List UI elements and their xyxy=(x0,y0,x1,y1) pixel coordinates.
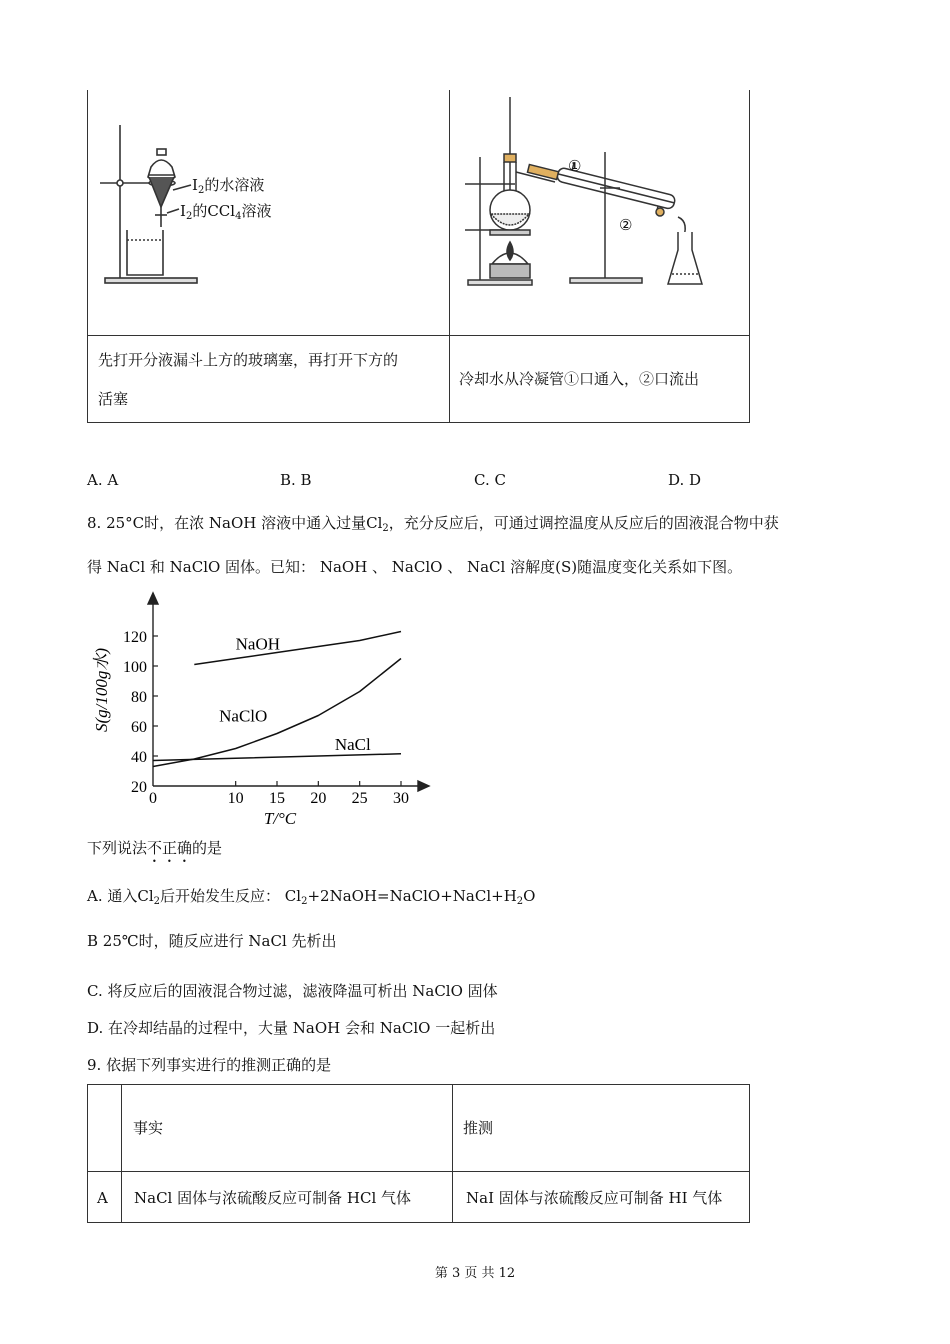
q7-option-c: C. C xyxy=(474,471,506,489)
series-line-naoh xyxy=(194,632,401,665)
y-tick-label: 60 xyxy=(131,719,147,736)
x-tick-label: 15 xyxy=(269,790,285,807)
q7-option-b: B. B xyxy=(280,471,312,489)
x-axis-label: T/°C xyxy=(263,809,297,828)
y-tick-label: 20 xyxy=(131,779,147,796)
page-footer: 第 3 页 共 12 xyxy=(434,1266,516,1281)
x-tick-label: 0 xyxy=(149,790,157,807)
x-tick-label: 25 xyxy=(351,790,368,807)
q7-option-d: D. D xyxy=(668,471,702,489)
q8-stem-line2: 得 NaCl 和 NaClO 固体。已知： NaOH 、 NaClO 、 NaCl 溶解度(S)随温度变化关系如下图。 xyxy=(87,558,743,576)
q7-left-desc-line2: 活塞 xyxy=(98,390,129,408)
q9-stem: 9. 依据下列事实进行的推测正确的是 xyxy=(87,1056,332,1074)
label-i2-ccl4: $I_2$的CCl$_4$溶液 xyxy=(180,202,272,222)
label-i2-aqueous: $I_2$的水溶液 xyxy=(192,176,265,196)
x-tick-label: 10 xyxy=(227,790,244,807)
q9-row-label: A xyxy=(97,1189,108,1207)
q8-option-c: C. 将反应后的固液混合物过滤，滤液降温可析出 NaClO 固体 xyxy=(87,982,498,1000)
y-tick-label: 40 xyxy=(131,749,147,766)
q8-question: 下列说法不正确的是 xyxy=(87,839,223,857)
y-tick-label: 120 xyxy=(123,629,147,646)
x-tick-label: 30 xyxy=(393,790,409,807)
q8-option-d: D. 在冷却结晶的过程中，大量 NaOH 会和 NaClO 一起析出 xyxy=(87,1019,496,1037)
q9-row-guess: NaI 固体与浓硫酸反应可制备 HI 气体 xyxy=(466,1189,723,1207)
y-tick-label: 80 xyxy=(131,689,147,706)
q7-option-a: A. A xyxy=(87,471,119,489)
q9-row-fact: NaCl 固体与浓硫酸反应可制备 HCl 气体 xyxy=(134,1189,412,1207)
series-line-nacl xyxy=(153,754,401,761)
series-label-naoh: NaOH xyxy=(235,634,281,654)
x-tick-label: 20 xyxy=(310,790,327,807)
label-inlet-1: ① xyxy=(568,157,582,175)
y-axis-label: S(g/100g水) xyxy=(92,647,111,733)
q8-option-b: B 25℃时，随反应进行 NaCl 先析出 xyxy=(87,932,337,950)
q7-left-desc-line1: 先打开分液漏斗上方的玻璃塞，再打开下方的 xyxy=(98,351,399,369)
q8-stem-line1: 8. 25°C时，在浓 NaOH 溶液中通入过量$Cl_2$，充分反应后，可通过调控温度从反应后的固液混合物中获 xyxy=(87,514,779,534)
distillation-diagram xyxy=(460,92,745,297)
series-label-nacl: NaCl xyxy=(334,735,371,754)
y-tick-label: 100 xyxy=(123,659,147,676)
q9-header-fact: 事实 xyxy=(133,1119,164,1137)
label-outlet-2: ② xyxy=(619,216,633,234)
q7-right-desc: 冷却水从冷凝管①口通入，②口流出 xyxy=(459,370,700,388)
solubility-chart xyxy=(85,590,445,830)
series-label-naclo: NaClO xyxy=(219,706,268,726)
q8-option-a: A. 通入$Cl_2$后开始发生反应： $Cl_2+2NaOH=NaClO+NaCl+H_2O$ xyxy=(87,887,536,907)
q9-header-guess: 推测 xyxy=(463,1119,494,1137)
